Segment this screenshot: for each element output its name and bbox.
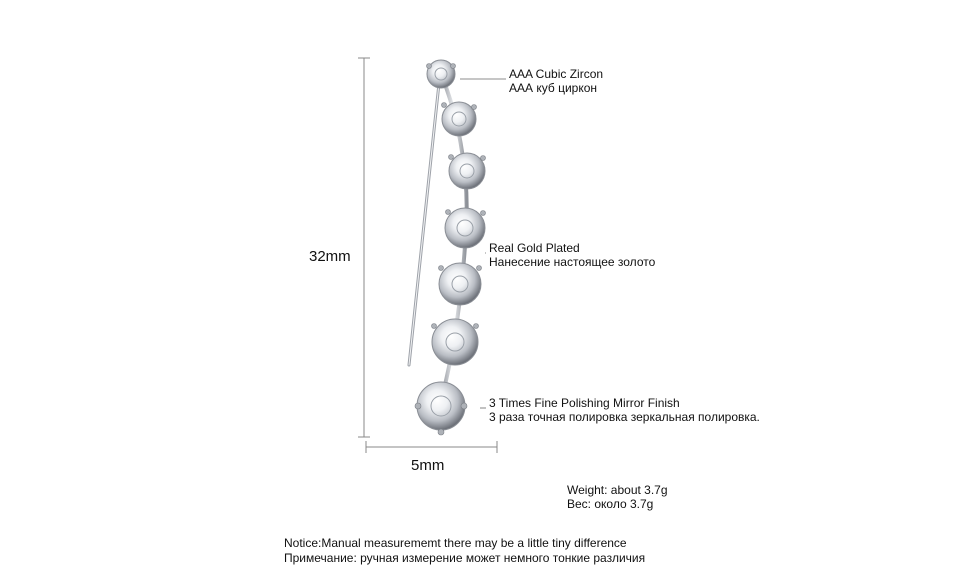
stone-1	[427, 60, 455, 88]
weight-ru: Вес: около 3.7g	[567, 497, 654, 511]
stone-7	[417, 382, 465, 430]
stone-2	[442, 102, 476, 136]
width-label: 5mm	[411, 457, 445, 474]
callout-gold-plated	[489, 241, 655, 269]
callout-gold-plated-en: Real Gold Plated	[489, 241, 580, 255]
notice-ru: Примечание: ручная измерение может немного тонкие различия	[284, 551, 646, 565]
measurement-notice	[284, 536, 645, 566]
stone-6	[432, 319, 478, 365]
weight-info	[567, 483, 668, 511]
callout-polishing-en: 3 Times Fine Polishing Mirror Finish	[489, 396, 680, 410]
callout-polishing	[489, 396, 760, 424]
stone-3	[449, 153, 485, 189]
callout-gold-plated-ru: Нанесение настоящее золото	[489, 255, 656, 269]
stone-4	[445, 208, 485, 248]
callout-polishing-ru: 3 раза точная полировка зеркальная полировка.	[489, 410, 760, 424]
callout-zircon	[509, 67, 603, 95]
callout-zircon-en: AAA Cubic Zircon	[509, 67, 604, 81]
weight-en: Weight: about 3.7g	[567, 483, 668, 497]
callout-zircon-ru: ААА куб циркон	[509, 81, 598, 95]
width-dimension-line	[366, 441, 497, 453]
notice-en: Notice:Manual measurememt there may be a little tiny difference	[284, 536, 627, 550]
height-label: 32mm	[309, 248, 351, 265]
height-dimension-line	[358, 58, 370, 437]
stone-5	[439, 263, 481, 305]
